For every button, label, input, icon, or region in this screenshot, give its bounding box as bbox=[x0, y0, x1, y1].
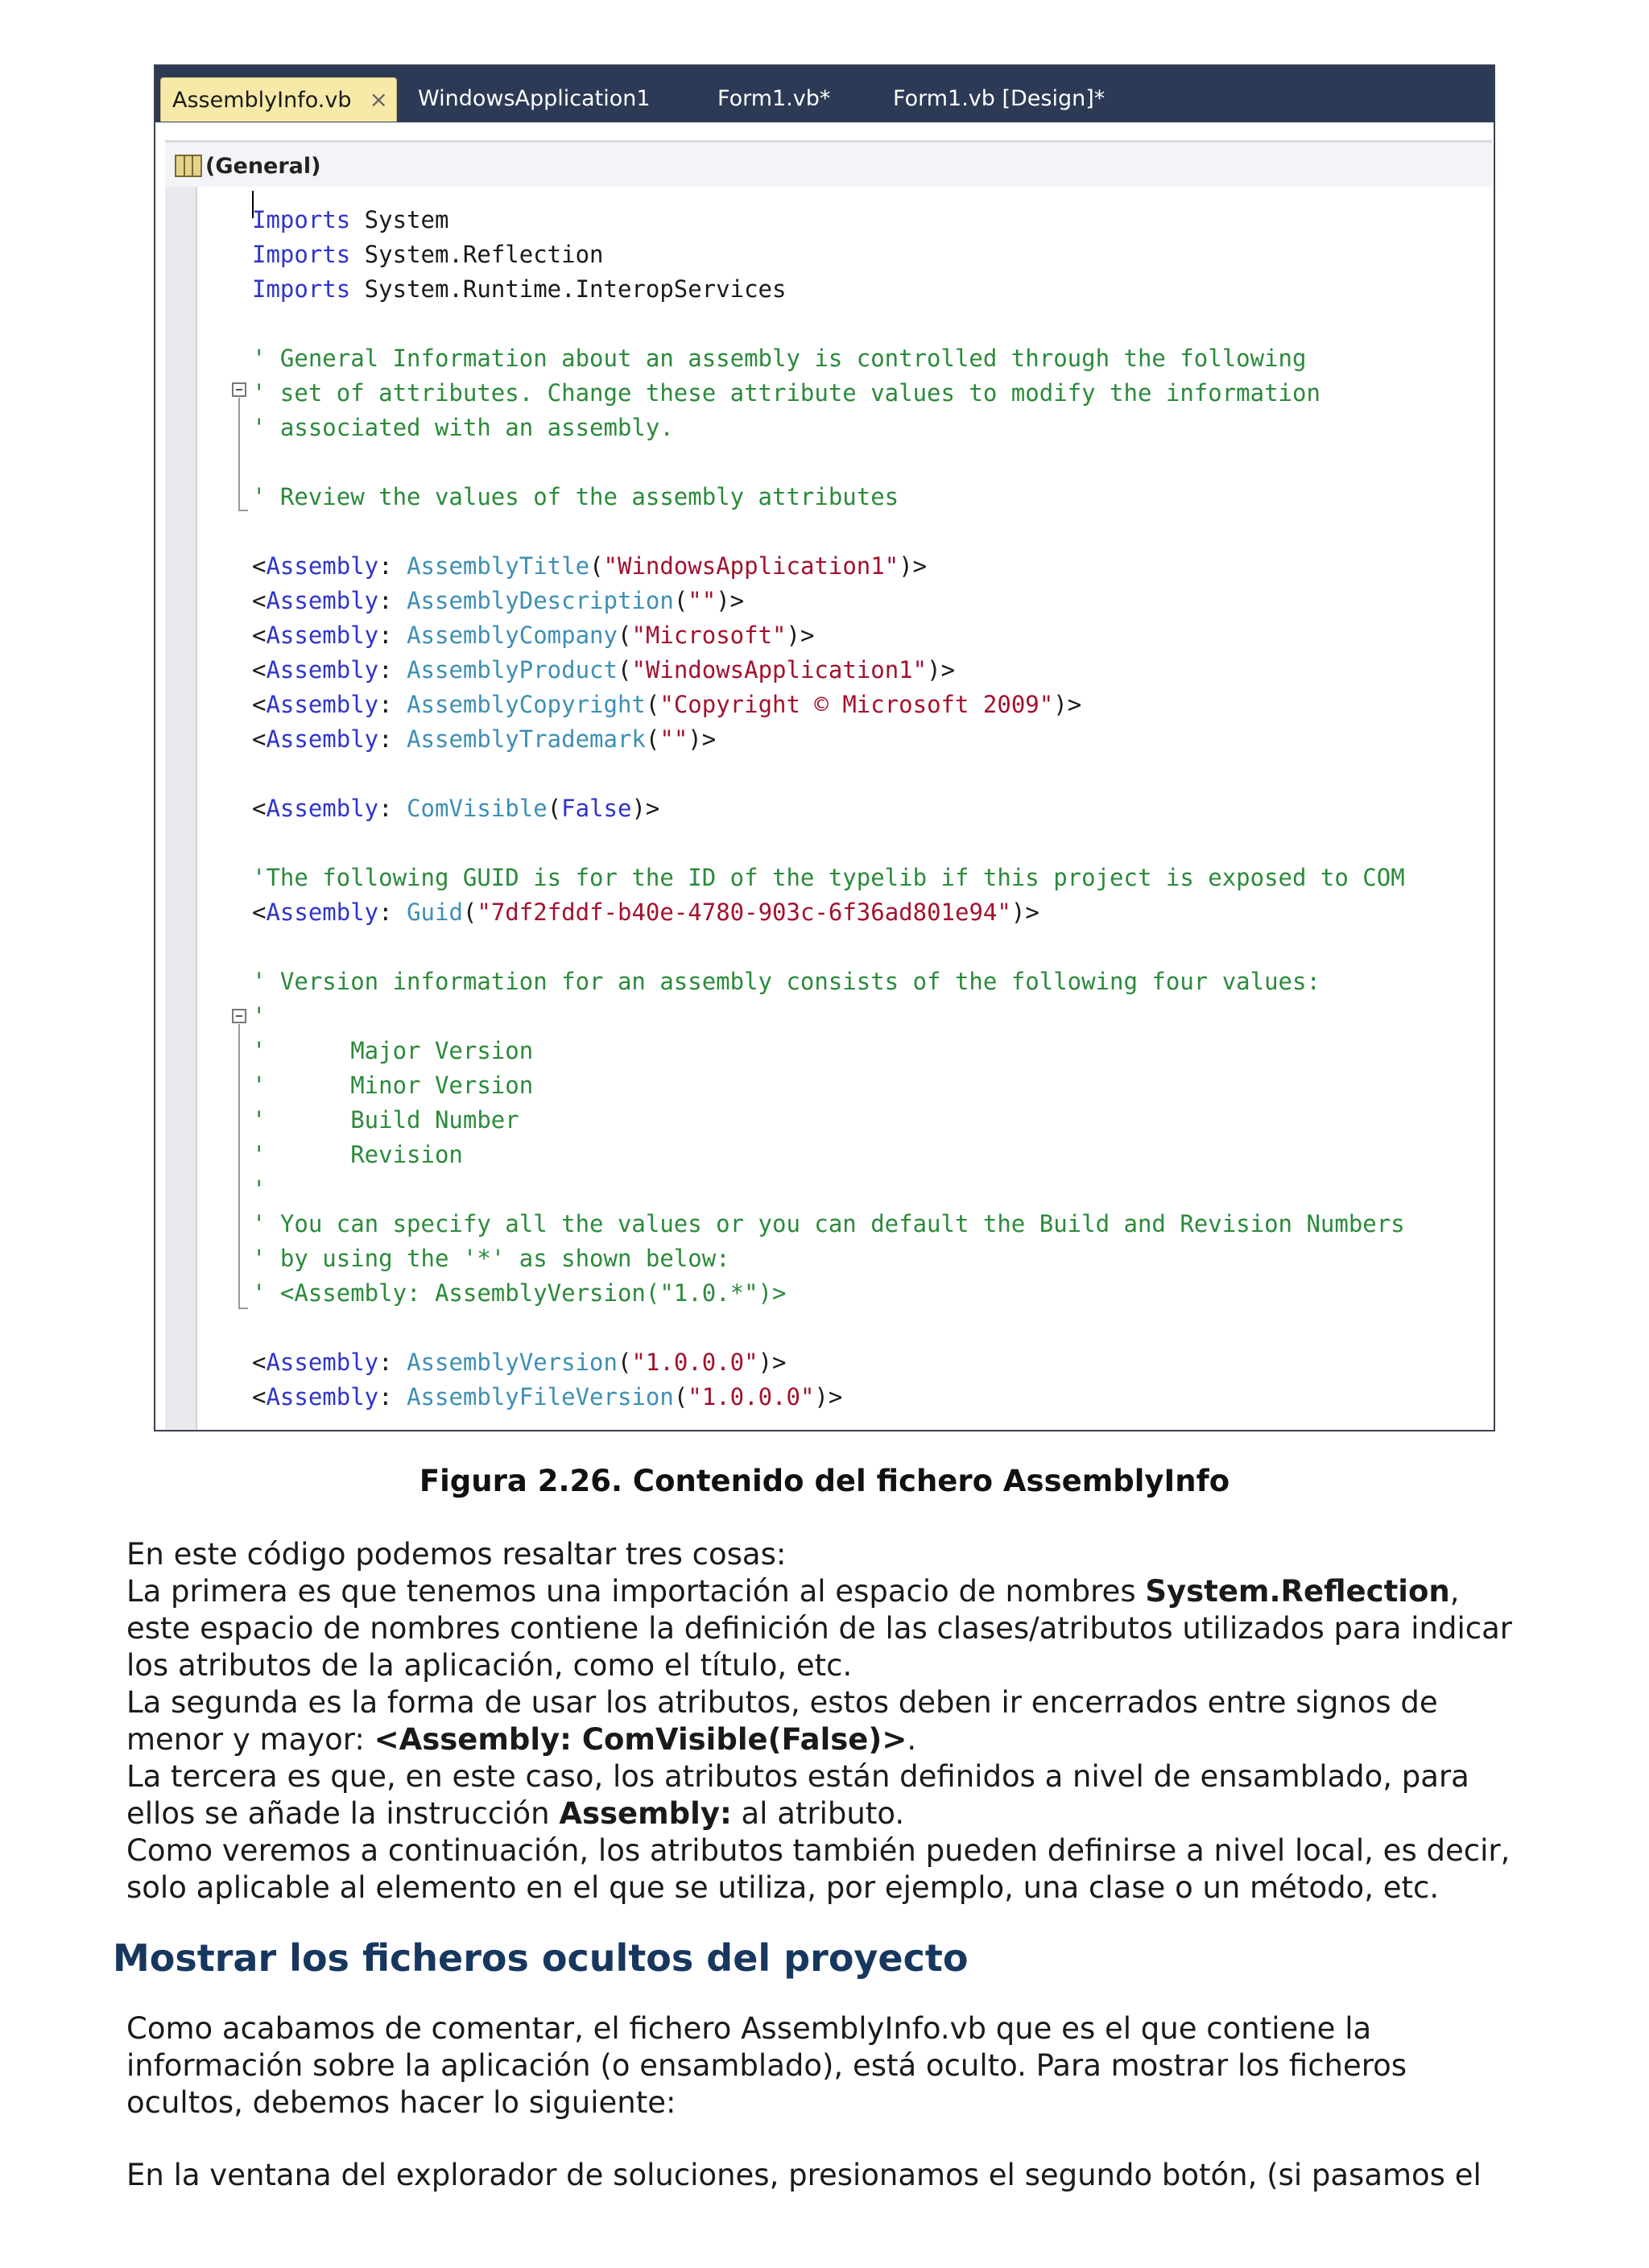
section-heading: Mostrar los ficheros ocultos del proyecto bbox=[113, 1936, 969, 1980]
tab-label: WindowsApplication1 bbox=[418, 86, 651, 111]
code-token: ' Review the values of the assembly attributes bbox=[252, 483, 899, 510]
code-token: Imports bbox=[252, 241, 351, 268]
code-body bbox=[165, 187, 1492, 1430]
code-token: ( bbox=[617, 656, 632, 684]
code-token: < bbox=[252, 1349, 267, 1376]
code-token: AssemblyProduct bbox=[407, 656, 618, 684]
code-token: ( bbox=[547, 795, 562, 822]
code-token: Assembly bbox=[266, 552, 379, 580]
text-run: La segunda es la forma de usar los atributos, estos deben ir encerrados entre signos de bbox=[126, 1685, 1438, 1720]
code-token: < bbox=[252, 691, 267, 718]
tab-label: Form1.vb [Design]* bbox=[893, 86, 1106, 111]
code-token: ' General Information about an assembly is controlled through the following bbox=[252, 345, 1307, 372]
code-token: )> bbox=[927, 656, 956, 684]
code-token: ' set of attributes. Change these attribute values to modify the information bbox=[252, 379, 1320, 407]
code-token: Assembly bbox=[266, 691, 379, 718]
code-token: AssemblyTrademark bbox=[407, 725, 646, 753]
figure-caption: Figura 2.26. Contenido del fichero AssemblyInfo bbox=[419, 1464, 1230, 1498]
code-token: < bbox=[252, 725, 267, 753]
text-line bbox=[126, 1610, 1527, 1647]
code-token: Assembly bbox=[266, 725, 379, 753]
code-token: AssemblyVersion bbox=[407, 1349, 618, 1376]
code-line bbox=[252, 1034, 533, 1068]
text-run: Como veremos a continuación, los atributos también pueden definirse a nivel local, es decir, bbox=[126, 1833, 1511, 1868]
code-token: System bbox=[350, 206, 449, 233]
code-line bbox=[252, 1172, 266, 1207]
code-token: )> bbox=[1053, 691, 1082, 718]
code-line bbox=[252, 999, 266, 1034]
text-run: ellos se añade la instrucción bbox=[126, 1796, 560, 1831]
code-token: ( bbox=[673, 587, 688, 614]
text-run: menor y mayor: bbox=[126, 1722, 374, 1757]
code-line bbox=[252, 653, 955, 688]
code-token: ComVisible bbox=[407, 795, 548, 822]
code-token: AssemblyTitle bbox=[407, 552, 590, 580]
tab-form1-vb[interactable] bbox=[717, 77, 830, 121]
code-line bbox=[252, 1345, 787, 1380]
class-icon bbox=[175, 155, 202, 177]
code-line bbox=[252, 1276, 786, 1311]
code-token: )> bbox=[814, 1383, 843, 1411]
text-line bbox=[126, 1536, 1527, 1573]
code-token: Assembly bbox=[266, 899, 379, 926]
code-line bbox=[252, 203, 448, 238]
code-line bbox=[252, 411, 674, 445]
code-token: : bbox=[378, 1349, 407, 1376]
text-run: información sobre la aplicación (o ensamblado), está oculto. Para mostrar los ficheros bbox=[126, 2048, 1407, 2083]
code-token: "WindowsApplication1" bbox=[631, 656, 928, 684]
code-token: AssemblyFileVersion bbox=[407, 1383, 674, 1411]
text-run: este espacio de nombres contiene la definición de las clases/atributos utilizados para indicar bbox=[126, 1611, 1513, 1646]
text-line bbox=[126, 1573, 1527, 1610]
text-line bbox=[126, 1684, 1527, 1721]
text-line bbox=[126, 1832, 1527, 1869]
text-line bbox=[126, 1795, 1527, 1832]
code-token: "" bbox=[688, 587, 717, 614]
code-token: "1.0.0.0" bbox=[631, 1349, 758, 1376]
class-member-navbar[interactable] bbox=[165, 140, 1492, 191]
body-paragraph bbox=[126, 2010, 1527, 2121]
tab-windowsapplication1[interactable] bbox=[418, 77, 651, 121]
code-line bbox=[252, 1068, 533, 1103]
bold-text: <Assembly: ComVisible(False)> bbox=[374, 1722, 907, 1757]
code-token: ( bbox=[462, 899, 477, 926]
code-token: System.Reflection bbox=[350, 241, 604, 268]
code-token: AssemblyDescription bbox=[407, 587, 674, 614]
bold-text: Assembly: bbox=[559, 1796, 732, 1831]
code-token: Assembly bbox=[266, 587, 379, 614]
code-token: )> bbox=[716, 587, 745, 614]
code-line bbox=[252, 238, 604, 272]
code-token: "1.0.0.0" bbox=[688, 1383, 815, 1411]
code-token: < bbox=[252, 552, 267, 580]
text-line bbox=[126, 1647, 1527, 1684]
navbar-scope-label: (General) bbox=[205, 153, 321, 179]
code-token: Imports bbox=[252, 206, 351, 233]
code-token: Imports bbox=[252, 275, 351, 303]
code-token: : bbox=[378, 899, 407, 926]
code-token: Assembly bbox=[266, 795, 379, 822]
code-line bbox=[252, 1207, 1405, 1241]
tab-assemblyinfo[interactable] bbox=[160, 77, 397, 122]
code-token: ' bbox=[252, 1002, 267, 1030]
code-token: ' bbox=[252, 1175, 267, 1203]
tab-form1-design[interactable] bbox=[893, 77, 1105, 121]
code-token: "" bbox=[659, 725, 688, 753]
code-line bbox=[252, 1138, 463, 1172]
code-line bbox=[252, 1380, 842, 1415]
text-run: En la ventana del explorador de soluciones, presionamos el segundo botón, (si pasamos el bbox=[126, 2158, 1482, 2192]
code-line bbox=[252, 549, 927, 584]
text-line bbox=[126, 2157, 1527, 2194]
code-token: : bbox=[378, 622, 407, 649]
body-paragraph bbox=[126, 1536, 1527, 1907]
text-run: ocultos, debemos hacer lo siguiente: bbox=[126, 2085, 676, 2120]
code-token: ' <Assembly: AssemblyVersion("1.0.*")> bbox=[252, 1279, 787, 1307]
tab-label: AssemblyInfo.vb bbox=[172, 88, 352, 113]
text-line bbox=[126, 2010, 1527, 2047]
code-token: < bbox=[252, 795, 267, 822]
code-line bbox=[252, 618, 814, 653]
text-run: Como acabamos de comentar, el fichero AssemblyInfo.vb que es el que contiene la bbox=[126, 2011, 1372, 2046]
code-token: ' Build Number bbox=[252, 1106, 519, 1134]
code-token: ' associated with an assembly. bbox=[252, 414, 674, 441]
code-token: ( bbox=[589, 552, 604, 580]
code-token: Assembly bbox=[266, 622, 379, 649]
code-token: )> bbox=[631, 795, 660, 822]
code-line bbox=[252, 861, 1405, 895]
code-line bbox=[252, 791, 659, 826]
code-token: ' by using the '*' as shown below: bbox=[252, 1245, 730, 1272]
body-paragraph bbox=[126, 2157, 1527, 2194]
code-line bbox=[252, 965, 1320, 999]
bold-text: System.Reflection bbox=[1145, 1574, 1450, 1609]
code-token: ( bbox=[617, 1349, 632, 1376]
text-line bbox=[126, 2084, 1527, 2121]
code-line bbox=[252, 272, 786, 307]
code-token: < bbox=[252, 899, 267, 926]
code-token: )> bbox=[899, 552, 928, 580]
code-token: ( bbox=[645, 725, 660, 753]
code-token: Assembly bbox=[266, 656, 379, 684]
code-line bbox=[252, 480, 899, 514]
code-token: : bbox=[378, 656, 407, 684]
code-line bbox=[252, 341, 1306, 376]
code-token: "WindowsApplication1" bbox=[603, 552, 899, 580]
code-token: )> bbox=[786, 622, 815, 649]
code-token: < bbox=[252, 656, 267, 684]
code-token: ( bbox=[617, 622, 632, 649]
code-token: Guid bbox=[407, 899, 463, 926]
code-line bbox=[252, 1103, 519, 1138]
code-token: < bbox=[252, 622, 267, 649]
close-icon[interactable]: × bbox=[369, 86, 388, 113]
code-token: < bbox=[252, 587, 267, 614]
code-token: : bbox=[378, 691, 407, 718]
code-token: "Microsoft" bbox=[631, 622, 787, 649]
code-token: "Copyright © Microsoft 2009" bbox=[659, 691, 1054, 718]
code-line bbox=[252, 1241, 730, 1276]
code-token: : bbox=[378, 552, 407, 580]
code-token: ' Revision bbox=[252, 1141, 463, 1168]
code-editor[interactable] bbox=[165, 187, 1492, 1430]
tab-label: Form1.vb* bbox=[717, 86, 831, 111]
code-token: )> bbox=[688, 725, 717, 753]
code-token: ' Minor Version bbox=[252, 1072, 534, 1099]
document-tab-bar bbox=[155, 66, 1494, 122]
code-line bbox=[252, 584, 744, 618]
code-line bbox=[252, 688, 1081, 722]
code-token: : bbox=[378, 1383, 407, 1411]
code-token: )> bbox=[1010, 899, 1039, 926]
text-line bbox=[126, 1721, 1527, 1758]
text-line bbox=[126, 1758, 1527, 1795]
code-token: AssemblyCopyright bbox=[407, 691, 646, 718]
code-token: Assembly bbox=[266, 1349, 379, 1376]
code-token: False bbox=[561, 795, 632, 822]
code-token: ' You can specify all the values or you can default the Build and Revision Numbers bbox=[252, 1210, 1405, 1237]
code-editor-window bbox=[154, 64, 1495, 1431]
text-run: En este código podemos resaltar tres cosas: bbox=[126, 1537, 787, 1572]
code-token: )> bbox=[758, 1349, 787, 1376]
code-token: ' Version information for an assembly consists of the following four values: bbox=[252, 968, 1320, 995]
text-run: . bbox=[907, 1722, 917, 1757]
code-token: AssemblyCompany bbox=[407, 622, 618, 649]
code-token: "7df2fddf-b40e-4780-903c-6f36ad801e94" bbox=[477, 899, 1011, 926]
text-run: los atributos de la aplicación, como el título, etc. bbox=[126, 1648, 853, 1683]
code-token: < bbox=[252, 1383, 267, 1411]
code-token: ( bbox=[645, 691, 660, 718]
code-line bbox=[252, 722, 716, 757]
text-run: solo aplicable al elemento en el que se utiliza, por ejemplo, una clase o un método, etc. bbox=[126, 1870, 1440, 1905]
text-run: al atributo. bbox=[731, 1796, 905, 1831]
code-line bbox=[252, 376, 1320, 411]
code-token: 'The following GUID is for the ID of the typelib if this project is exposed to COM bbox=[252, 864, 1405, 891]
code-token: : bbox=[378, 795, 407, 822]
code-token: : bbox=[378, 725, 407, 753]
code-token: Assembly bbox=[266, 1383, 379, 1411]
text-run: La tercera es que, en este caso, los atributos están definidos a nivel de ensamblado, para bbox=[126, 1759, 1469, 1794]
text-run: , bbox=[1449, 1574, 1460, 1609]
code-token: ( bbox=[673, 1383, 688, 1411]
code-line bbox=[252, 895, 1039, 930]
code-token: System.Runtime.InteropServices bbox=[350, 275, 787, 303]
code-token: ' Major Version bbox=[252, 1037, 534, 1064]
text-run: La primera es que tenemos una importación al espacio de nombres bbox=[126, 1574, 1146, 1609]
text-line bbox=[126, 2047, 1527, 2084]
code-token: : bbox=[378, 587, 407, 614]
text-line bbox=[126, 1869, 1527, 1907]
